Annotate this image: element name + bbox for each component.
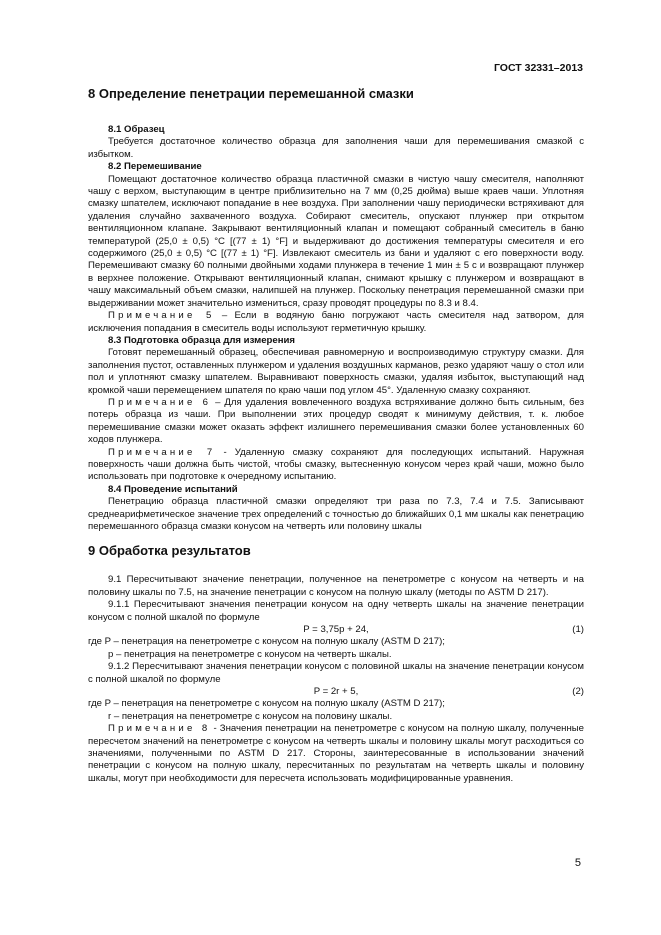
subsection-8-1-title: 8.1 Образец (108, 124, 165, 135)
subsection-8-2-text: Помещают достаточное количество образца пластичной смазки в чистую чашу смесителя, наполняют чашу с верхом, выступающим в центре приблизительно на 7 мм (0,25 дюйма) выше краев чаши. Уплотняя смазку шпателем, исключают попадание в нее воздуха. При заполнении чашу периодически встряхивают для удаления случайно захваченного воздуха. Собирают смеситель, опускают плунжер при открытом вентиляционном клапане. Закрывают вентиляционный клапан и помещают собранный смеситель в баню температурой (25,0 ± 0,5) °С [(77 ± 1) °F] и выдерживают до достижения температуры смесителя и его содержимого (25,0 ± 0,5) °С [(77 ± 1) °F]. Извлекают смеситель из бани и удаляют с его поверхности воду. Перемешивают смазку 60 полными двойными ходами плунжера в течение 1 мин ± 5 с и возвращают плунжер в верхнее положение. Открывают вентиляционный клапан, снимают крышку с плунжером и возвращают в чашу максимальный объем смазки, налипшей на плунжер. Поскольку пенетрация перемешанной смазки при выдерживании может значительно измениться, сразу проводят процедуры по 8.3 и 8.4. (88, 173, 584, 309)
formula-1-where-p-full: где P – пенетрация на пенетрометре с конусом на полную шкалу (ASTM D 217); (88, 636, 445, 648)
formula-2-where-p-full: где P – пенетрация на пенетрометре с конусом на полную шкалу (ASTM D 217); (88, 698, 445, 710)
note-6-text: – Для удаления вовлеченного воздуха встряхивание должно быть сильным, без потерь образца из чаши. При выполнении этих процедур сводят к минимуму действия, т. к. любое перемешивание смазки может оказать эффект излишнего перемешивания смазки более установленных 60 ходов плунжера. (88, 396, 584, 446)
document-code: ГОСТ 32331–2013 (493, 62, 583, 74)
subsection-8-3-text: Готовят перемешанный образец, обеспечивая равномерную и воспроизводимую структуру смазки. Для заполнения пустот, оставленных плунжером и удаления воздушных карманов, резко ударяют чашу о стол или пол и уплотняют смазку шпателем. Выравнивают поверхность смазки, удаляя избыток, выступающий над кромкой чаши перемещением шпателя по краю чаши под углом 45°. Удаленную смазку сохраняют. (88, 347, 584, 396)
note-5-label: Примечание 5 (108, 310, 215, 322)
page-content (88, 86, 584, 785)
formula-2-number: (2) (572, 686, 584, 698)
note-8-text: - Значения пенетрации на пенетрометре с конусом на полную шкалу, полученные пересчетом значений на пенетрометре с конусом на четверть шкалы и половину шкалы могут расходиться со значениями, полученными по ASTM D 217. Стороны, заинтересованные в использовании значений пенетрации с конусом на полную шкалу, пересчитанных по результатам на четверть шкалы и половину шкалы, могут при необходимости для пересчета использовать модифицированные уравнения. (88, 723, 584, 784)
formula-2-where-r-half: r – пенетрация на пенетрометре с конусом на половину шкалы. (108, 710, 393, 722)
subsection-8-2-title: 8.2 Перемешивание (108, 161, 202, 173)
note-6 (88, 397, 584, 447)
paragraph-9-1-1: 9.1.1 Пересчитывают значения пенетрации конусом на одну четверть шкалы на значение пенетрации конусом с полной шкалой по формуле (88, 599, 584, 623)
note-6-label: Примечание 6 (108, 396, 212, 408)
formula-1-where-p-quarter: p – пенетрация на пенетрометре с конусом на четверть шкалы. (108, 648, 392, 660)
note-5-text: – Если в водяную баню погружают часть смесителя над затвором, для исключения попадания в смеситель воды используют герметичную крышку. (88, 310, 584, 334)
formula-1-number: (1) (572, 624, 584, 636)
formula-1 (88, 624, 584, 636)
paragraph-9-1: 9.1 Пересчитывают значение пенетрации, полученное на пенетрометре с конусом на четверть и на половину шкалы по 7.5, на значение пенетрации с конусом на полную шкалу (методы по ASTM D 217). (88, 574, 584, 598)
formula-2-expression: P = 2r + 5, (313, 686, 359, 698)
note-8 (88, 723, 584, 785)
formula-2 (88, 686, 584, 698)
subsection-8-4-text: Пенетрацию образца пластичной смазки определяют три раза по 7.3, 7.4 и 7.5. Записывают среднеарифметическое значение трех определений с точностью до ближайших 0,1 мм шкалы как пенетрацию перемешанного образца смазки конусом на четверть или половину шкалы (88, 496, 584, 532)
note-5 (88, 310, 584, 335)
formula-1-expression: P = 3,75p + 24, (303, 624, 369, 636)
subsection-8-3-title: 8.3 Подготовка образца для измерения (108, 334, 296, 346)
paragraph-9-1-2: 9.1.2 Пересчитывают значения пенетрации конусом с половиной шкалы на значение пенетрации конусом с полной шкалой по формуле (88, 661, 584, 685)
note-7-label: Примечание 7 (108, 446, 216, 458)
note-7-text: - Удаленную смазку сохраняют для последующих испытаний. Наружная поверхность чаши должна быть чистой, чтобы смазку, вытесненную конусом через край чаши, можно было использовать при подготовке к очередному испытанию. (88, 446, 585, 483)
note-8-label: Примечание 8 (108, 723, 211, 735)
page-number: 5 (574, 857, 581, 869)
subsection-8-1-text: Требуется достаточное количество образца для заполнения чаши для перемешивания смазкой с избытком. (88, 136, 584, 160)
section-9-title: 9 Обработка результатов (88, 543, 251, 559)
subsection-8-4-title: 8.4 Проведение испытаний (108, 483, 238, 495)
note-7 (88, 447, 584, 484)
section-8-title: 8 Определение пенетрации перемешанной смазки (88, 86, 414, 101)
